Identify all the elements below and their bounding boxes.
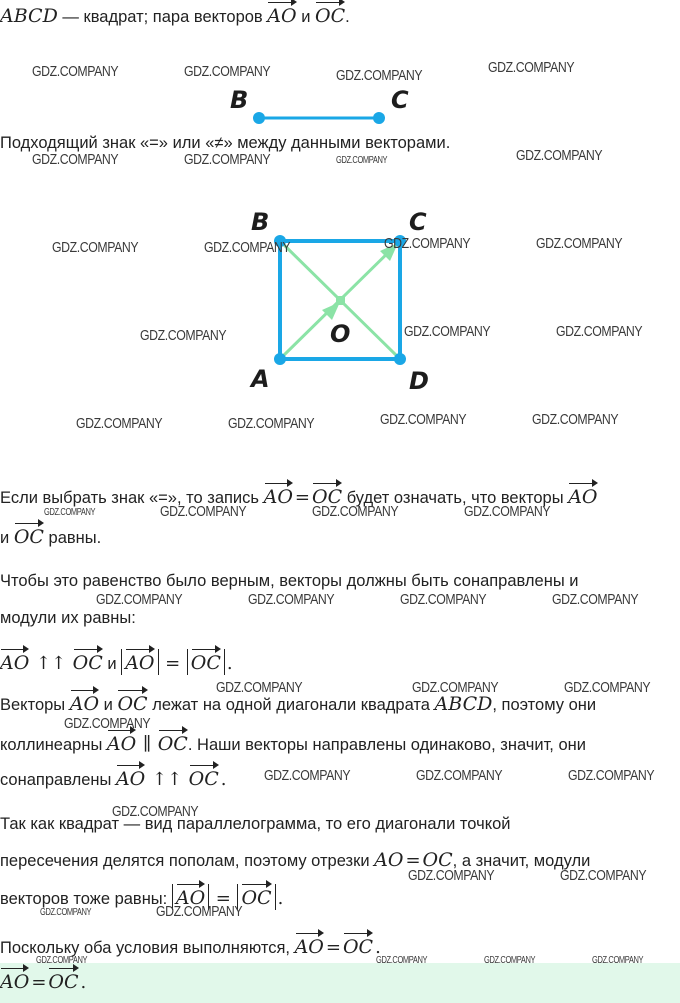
figure-square xyxy=(0,200,680,400)
watermark: GDZ.COMPANY xyxy=(484,955,536,966)
watermark: GDZ.COMPANY xyxy=(552,591,639,608)
solution-p4-line3: векторов тоже равны: AO = OC . xyxy=(0,884,680,910)
watermark: GDZ.COMPANY xyxy=(556,323,643,340)
watermark: GDZ.COMPANY xyxy=(564,679,651,696)
point-b xyxy=(253,112,265,124)
watermark: GDZ.COMPANY xyxy=(216,679,303,696)
p3b: и xyxy=(103,696,113,714)
p3e: коллинеарны xyxy=(0,736,103,754)
watermark: GDZ.COMPANY xyxy=(536,235,623,252)
p1c: и xyxy=(0,529,10,547)
and-word: и xyxy=(301,8,311,26)
p3f: . Наши векторы направлены одинаково, значит, они xyxy=(187,736,586,754)
vector-oc: OC xyxy=(158,730,188,755)
solution-p1-line2 xyxy=(0,523,680,548)
vector-oc: OC xyxy=(241,884,271,909)
watermark: GDZ.COMPANY xyxy=(184,63,271,80)
watermark: GDZ.COMPANY xyxy=(560,867,647,884)
watermark: GDZ.COMPANY xyxy=(336,67,423,84)
watermark: GDZ.COMPANY xyxy=(160,503,247,520)
vector-oc: OC xyxy=(73,649,103,674)
watermark: GDZ.COMPANY xyxy=(412,679,499,696)
p3g: сонаправлены xyxy=(0,771,112,789)
label-o: O xyxy=(330,320,351,348)
watermark: GDZ.COMPANY xyxy=(112,803,199,820)
watermark: GDZ.COMPANY xyxy=(312,503,399,520)
vector-ao: AO xyxy=(176,884,205,909)
vector-ao: AO xyxy=(107,730,136,755)
answer: AO = OC . xyxy=(0,968,680,993)
segment-ao: AO xyxy=(374,849,404,871)
p4c: , а значит, модули xyxy=(452,852,591,870)
solution-p1-line1: Если выбрать знак «=», то запись AO = OC будет означать, что векторы AO xyxy=(0,483,680,508)
p1a: Если выбрать знак «=», то запись xyxy=(0,489,259,507)
watermark: GDZ.COMPANY xyxy=(184,151,271,168)
watermark: GDZ.COMPANY xyxy=(408,867,495,884)
solution-p3-line2: коллинеарны AO ∥ OC. Наши векторы направлены одинаково, значит, они xyxy=(0,730,680,755)
problem-intro: — квадрат; пара векторов xyxy=(62,8,263,26)
vector-oc: OC xyxy=(14,523,44,548)
watermark: GDZ.COMPANY xyxy=(464,503,551,520)
solution-p4-line2: пересечения делятся пополам, поэтому отрезки AO = OC, а значит, модули xyxy=(0,849,591,871)
solution-p3-line3: сонаправлены AO ↑↑ OC . xyxy=(0,765,680,790)
p5: Поскольку оба условия выполняются, xyxy=(0,939,290,957)
point-a xyxy=(274,353,286,365)
watermark: GDZ.COMPANY xyxy=(156,903,243,920)
solution-p5: Поскольку оба условия выполняются, AO = OC . xyxy=(0,933,680,958)
square-name: ABCD xyxy=(0,5,58,27)
watermark: GDZ.COMPANY xyxy=(96,591,183,608)
vector-ao: AO xyxy=(568,483,597,508)
p1d: равны. xyxy=(48,529,102,547)
watermark: GDZ.COMPANY xyxy=(40,907,92,918)
watermark: GDZ.COMPANY xyxy=(568,767,655,784)
p4b: пересечения делятся пополам, поэтому отрезки xyxy=(0,852,370,870)
solution-p4-line1: Так как квадрат — вид параллелограмма, то его диагонали точкой xyxy=(0,815,511,833)
watermark: GDZ.COMPANY xyxy=(488,59,575,76)
label-b2: B xyxy=(251,208,270,236)
watermark: GDZ.COMPANY xyxy=(400,591,487,608)
period: . xyxy=(345,8,350,26)
watermark: GDZ.COMPANY xyxy=(384,235,471,252)
watermark: GDZ.COMPANY xyxy=(516,147,603,164)
solution-p2-line1: Чтобы это равенство было верным, векторы должны быть сонаправлены и xyxy=(0,572,579,590)
watermark: GDZ.COMPANY xyxy=(336,155,388,166)
vector-oc: OC xyxy=(312,483,342,508)
vector-ao: AO xyxy=(295,933,324,958)
watermark: GDZ.COMPANY xyxy=(228,415,315,432)
watermark: GDZ.COMPANY xyxy=(52,239,139,256)
question-text: Подходящий знак «=» или «≠» между данными векторами. xyxy=(0,134,451,152)
vector-ao: AO xyxy=(0,649,29,674)
vector-oc: OC xyxy=(117,690,147,715)
vector-ao: AO xyxy=(267,2,296,27)
label-b: B xyxy=(230,86,249,114)
vector-ao: AO xyxy=(125,649,154,674)
vector-oc: OC xyxy=(191,649,221,674)
vector-ao: AO xyxy=(70,690,99,715)
watermark: GDZ.COMPANY xyxy=(592,955,644,966)
vector-oc: OC xyxy=(343,933,373,958)
p4d: векторов тоже равны: xyxy=(0,890,168,908)
watermark: GDZ.COMPANY xyxy=(204,239,291,256)
watermark: GDZ.COMPANY xyxy=(416,767,503,784)
label-a: A xyxy=(251,365,270,393)
figure-bc xyxy=(0,80,680,140)
watermark: GDZ.COMPANY xyxy=(140,327,227,344)
vector-ao: AO xyxy=(116,765,145,790)
vector-oc: OC xyxy=(315,2,345,27)
watermark: GDZ.COMPANY xyxy=(376,955,428,966)
label-c2: C xyxy=(409,208,427,236)
watermark: GDZ.COMPANY xyxy=(404,323,491,340)
watermark: GDZ.COMPANY xyxy=(532,411,619,428)
watermark: GDZ.COMPANY xyxy=(76,415,163,432)
watermark: GDZ.COMPANY xyxy=(264,767,351,784)
vector-oc: OC xyxy=(189,765,219,790)
and-word: и xyxy=(107,655,117,673)
label-d: D xyxy=(409,367,429,395)
p3a: Векторы xyxy=(0,696,66,714)
watermark: GDZ.COMPANY xyxy=(36,955,88,966)
formula-line: AO ↑↑ OC и AO = OC . xyxy=(0,649,680,675)
answer-vector-ao: AO xyxy=(0,968,29,993)
watermark: GDZ.COMPANY xyxy=(44,507,96,518)
watermark: GDZ.COMPANY xyxy=(32,63,119,80)
square-name: ABCD xyxy=(434,693,493,715)
point-c xyxy=(373,112,385,124)
segment-oc: OC xyxy=(422,849,453,871)
answer-vector-oc: OC xyxy=(48,968,78,993)
vector-ao: AO xyxy=(264,483,293,508)
problem-statement xyxy=(0,2,680,27)
watermark: GDZ.COMPANY xyxy=(32,151,119,168)
p1b: будет означать, что векторы xyxy=(346,489,564,507)
watermark: GDZ.COMPANY xyxy=(380,411,467,428)
solution-p2-line2: модули их равны: xyxy=(0,609,136,627)
p3c: лежат на одной диагонали квадрата xyxy=(152,696,430,714)
point-o xyxy=(336,296,345,305)
watermark: GDZ.COMPANY xyxy=(64,715,151,732)
label-c: C xyxy=(391,86,409,114)
point-d xyxy=(394,353,406,365)
watermark: GDZ.COMPANY xyxy=(248,591,335,608)
p3d: , поэтому они xyxy=(492,696,597,714)
